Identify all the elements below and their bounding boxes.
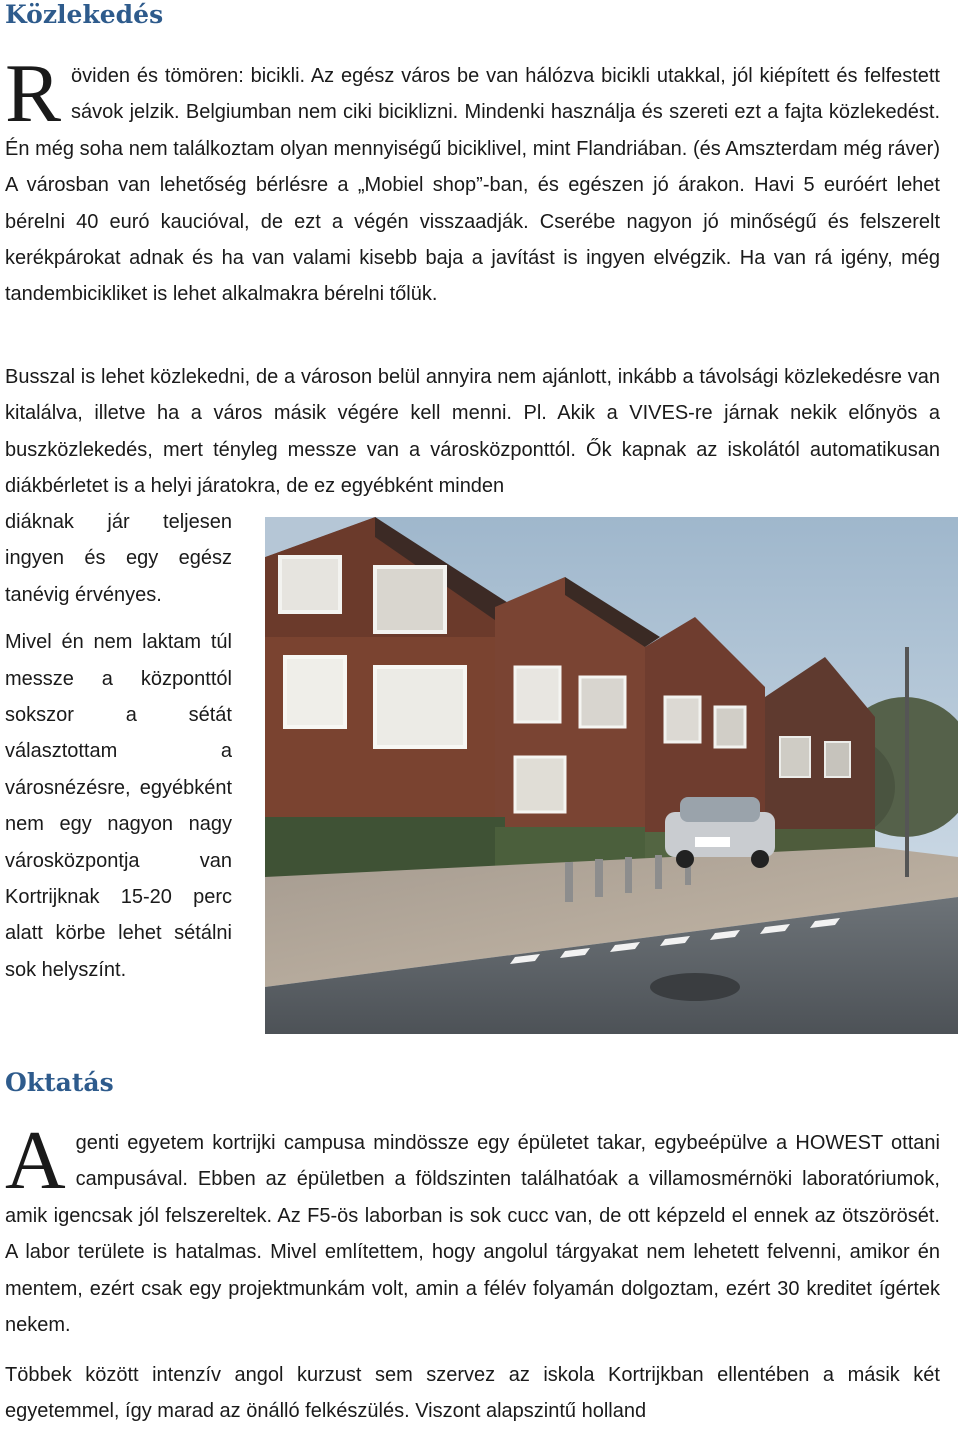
section-heading-kozlekedes: Közlekedés (5, 0, 164, 29)
paragraph-bus-continued: diáknak jár teljesen ingyen és egy egész tanévig érvényes. (5, 511, 232, 606)
section-heading-oktatas: Oktatás (5, 1068, 114, 1097)
paragraph-walking: Mivel én nem laktam túl messze a központtól sokszor a sétát választottam a városnézésre, egyébként nem egy nagyon nagy városközpontja van Kortrijknak 15-20 perc alatt körbe lehet sétálni sok helyszínt. (5, 631, 232, 981)
paragraph-university-text: genti egyetem kortrijki campusa mindössze egy épületet takar, egybeépülve a HOWEST ottani campusával. Ebben az épületben a földszinten találhatóak a villamosmérnöki laboratóriumok, amik igencsak jól felszereltek. Az F5-ös laborban is sok cucc van, de ott képzeld el ennek az ötszörösét. A labor területe is hatalmas. Mivel említettem, hogy angolul tárgyakat nem lehetett felvenni, amikor én mentem, ezért csak egy projektmunkám volt, amin a félév folyamán dolgoztam, ezért 30 kreditet ígértek nekem. (5, 1132, 940, 1337)
drop-cap: A (5, 1114, 66, 1207)
street-photo (265, 517, 958, 1034)
paragraph-english-course: Többek között intenzív angol kurzust sem szervez az iskola Kortrijkban ellentében a másik két egyetemmel, így marad az önálló felkészülés. Viszont alapszintű holland (5, 1364, 940, 1423)
text-beside-photo (5, 504, 232, 988)
paragraph-bicycle (5, 47, 940, 313)
drop-cap: R (5, 47, 62, 140)
paragraph-university (5, 1114, 940, 1343)
paragraph-bicycle-text: övіden és tömören: bicikli. Az egész város be van hálózva bicikli utakkal, jól kiépített és felfestett sávok jelzik. Belgiumban nem ciki biciklizni. Mindenki használja és szereti ezt a fajta közlekedést. Én még soha nem találkoztam olyan mennyiségű biciklivel, mint Flandriában. (és Amszterdam még ráver) A városban van lehetőség bérlésre a „Mobiel shop”-ban, és egészen jó árakon. Havi 5 euróért lehet bérelni 40 euró kaucióval, de ezt a végén visszaadják. Cserébe nagyon jó minőségű és felszerelt kerékpárokat adnak és ha van valami kisebb baja a javítást is ingyen elvégzik. Ha van rá igény, még tandembicikliket is lehet alkalmakra bérelni tőlük. (5, 65, 940, 306)
paragraph-bus: Busszal is lehet közlekedni, de a városon belül annyira nem ajánlott, inkább a távolsági közlekedésre van kitalálva, illetve ha a város másik végére kell menni. Pl. Akik a VIVES-re járnak nekik előnyös a buszközlekedés, mert tényleg messze van a városközponttól. Ők kapnak az iskolától automatikusan diákbérletet is a helyi járatokra, de ez egyébként minden (5, 366, 940, 498)
